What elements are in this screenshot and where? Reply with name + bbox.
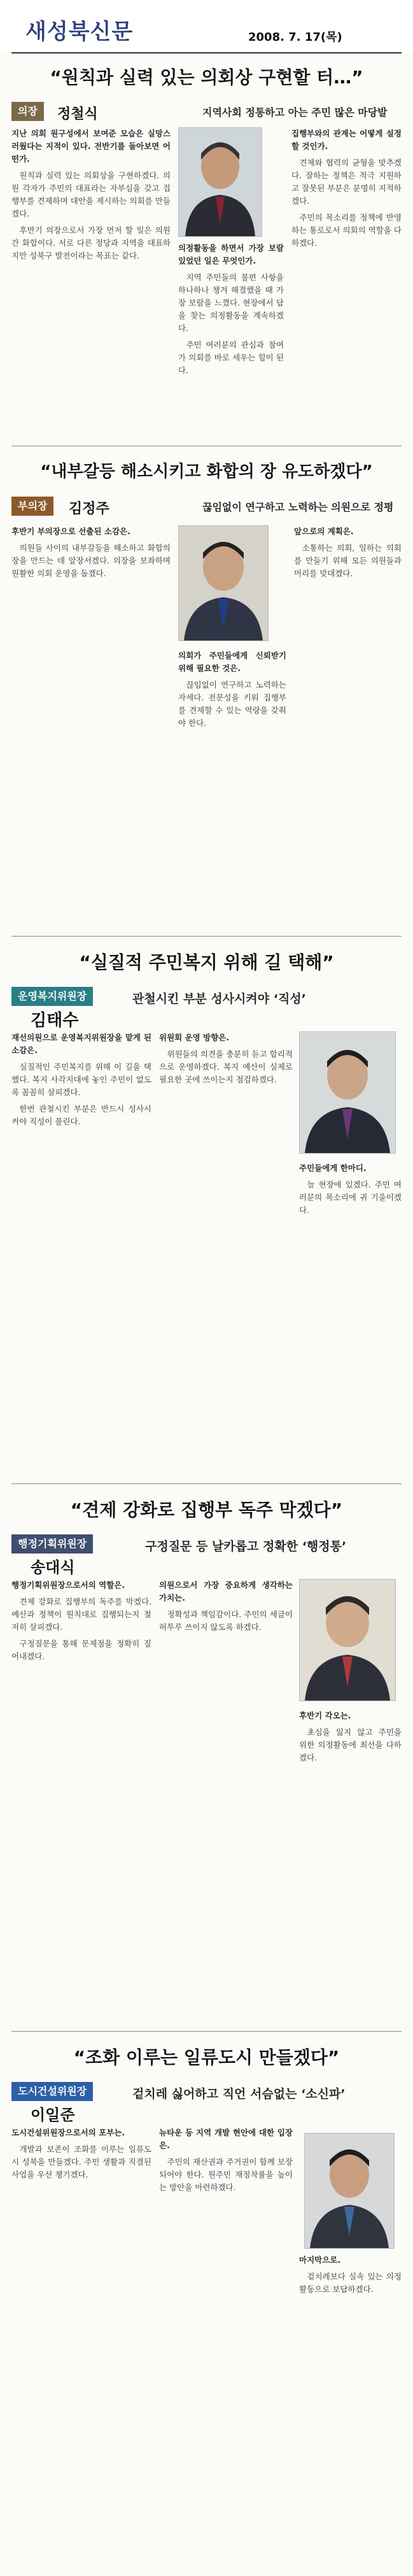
person-name: 김태수	[31, 1011, 79, 1030]
article-welfare-committee	[0, 949, 413, 1477]
paragraph: 끊임없이 연구하고 노력하는 자세다. 전문성을 키워 집행부를 견제할 수 있는 역량을 갖춰야 한다.	[178, 680, 286, 728]
paragraph: 후반기 의장으로서 가장 먼저 할 일은 의원간 화합이다. 서로 다른 정당과 지역을 대표하지만 성북구 발전이라는 목표는 같다.	[11, 225, 171, 260]
column-1	[11, 127, 171, 427]
paragraph: 위원회 운영 방향은.	[159, 1033, 230, 1042]
paragraph: 지역 주민들의 불편 사항을 하나하나 챙겨 해결했을 때 가장 보람을 느꼈다. 현장에서 답을 찾는 의정활동을 계속하겠다.	[178, 272, 284, 333]
article-subhead	[11, 2082, 402, 2124]
column-1	[11, 525, 171, 920]
paragraph: 위원들의 의견을 충분히 듣고 합리적으로 운영하겠다. 복지 예산이 실제로 필요한 곳에 쓰이는지 점검하겠다.	[159, 1049, 293, 1084]
column-3	[299, 1162, 402, 1471]
article-chairman	[0, 64, 413, 439]
column-3	[299, 2254, 402, 2566]
article-subtitle: 지역사회 정통하고 아는 주민 많은 마당발	[202, 106, 388, 118]
paragraph: 구정질문을 통해 문제점을 정확히 짚어내겠다.	[11, 1639, 151, 1661]
article-urban-committee	[0, 2044, 413, 2572]
person-name: 정철식	[57, 106, 98, 122]
article-subtitle: 관철시킨 부분 성사시켜야 ‘직성’	[132, 992, 306, 1006]
paragraph: 후반기 각오는.	[299, 1711, 351, 1720]
column-3	[294, 525, 402, 920]
role-badge: 행정기획위원장	[11, 1534, 93, 1553]
section-divider	[11, 936, 402, 937]
column-2	[159, 1031, 293, 1471]
role-badge: 의장	[11, 102, 44, 121]
column-2	[178, 242, 284, 427]
paragraph: 의원들 사이의 내부갈등을 해소하고 화합의 장을 만드는 데 앞장서겠다. 의장을 보좌하며 원활한 의회 운영을 돕겠다.	[11, 543, 171, 578]
article-admin-committee	[0, 1496, 413, 2025]
paragraph: 도시건설위원장으로서의 포부는.	[11, 2128, 125, 2137]
article-vice-chairman	[0, 458, 413, 930]
paragraph: 의원으로서 가장 중요하게 생각하는 가치는.	[159, 1580, 293, 1603]
section-divider	[11, 2031, 402, 2032]
paragraph: 한번 관철시킨 부분은 반드시 성사시켜야 직성이 풀린다.	[11, 1104, 151, 1126]
masthead-rule	[11, 52, 402, 53]
paragraph: 의정활동을 하면서 가장 보람 있었던 일은 무엇인가.	[178, 243, 284, 265]
paragraph: 원칙과 실력 있는 의회상을 구현하겠다. 의원 각자가 주민의 대표라는 자부심을 갖고 집행부를 견제하며 대안을 제시하는 의회를 만들겠다.	[11, 171, 171, 218]
article-headline: “내부갈등 해소시키고 화합의 장 유도하겠다”	[40, 462, 373, 481]
role-badge: 부의장	[11, 497, 53, 516]
role-badge: 도시건설위원장	[11, 2082, 93, 2101]
column-2	[159, 1579, 293, 2018]
column-1	[11, 2127, 151, 2566]
article-subtitle: 겉치레 싫어하고 직언 서슴없는 ‘소신파’	[132, 2087, 346, 2101]
person-name: 김정주	[69, 501, 109, 517]
paper-name: 새성북신문	[25, 19, 134, 45]
column-1	[11, 1579, 151, 2018]
article-body	[11, 2127, 402, 2566]
article-subhead	[11, 102, 402, 124]
paragraph: 겉치레보다 실속 있는 의정활동으로 보답하겠다.	[299, 2272, 402, 2294]
masthead	[0, 0, 413, 51]
column-1	[11, 1031, 151, 1471]
paragraph: 마지막으로.	[299, 2255, 341, 2265]
paper-date: 2008. 7. 17(목)	[248, 31, 342, 44]
paragraph: 의회가 주민들에게 신뢰받기 위해 필요한 것은.	[178, 651, 286, 673]
paragraph: 집행부와의 관계는 어떻게 설정할 것인가.	[291, 129, 402, 151]
article-body	[11, 1031, 402, 1471]
paragraph: 지난 의회 원구성에서 보여준 모습은 실망스러웠다는 지적이 있다. 전반기를 돌아보면 어떤가.	[11, 129, 171, 164]
article-headline: “견제 강화로 집행부 독주 막겠다”	[70, 1499, 343, 1520]
paragraph: 정확성과 책임감이다. 주민의 세금이 허투루 쓰이지 않도록 하겠다.	[159, 1610, 293, 1632]
paragraph: 주민의 재산권과 주거권이 함께 보장되어야 한다. 원주민 재정착률을 높이는 방안을 마련하겠다.	[159, 2157, 293, 2192]
paragraph: 실질적인 주민복지를 위해 이 길을 택했다. 복지 사각지대에 놓인 주민이 없도록 꼼꼼히 살피겠다.	[11, 1062, 151, 1097]
paragraph: 견제와 협력의 균형을 맞추겠다. 잘하는 정책은 적극 지원하고 잘못된 부분은 분명히 지적하겠다.	[291, 158, 402, 206]
paragraph: 초심을 잃지 않고 주민을 위한 의정활동에 최선을 다하겠다.	[299, 1727, 402, 1762]
paragraph: 행정기획위원장으로서의 역할은.	[11, 1580, 125, 1590]
article-headline: “조화 이루는 일류도시 만들겠다”	[73, 2047, 340, 2068]
article-subhead	[11, 1534, 402, 1576]
article-headline: “실질적 주민복지 위해 길 택해”	[79, 952, 334, 973]
paragraph: 뉴타운 등 지역 개발 현안에 대한 입장은.	[159, 2128, 293, 2150]
column-2	[178, 649, 286, 920]
article-subhead	[11, 987, 402, 1030]
paragraph: 재선의원으로 운영복지위원장을 맡게 된 소감은.	[11, 1033, 151, 1055]
article-subtitle: 구정질문 등 날카롭고 정확한 ‘행정통’	[145, 1539, 347, 1553]
person-name: 송대식	[31, 1559, 75, 1576]
paragraph: 개발과 보존이 조화를 이루는 일류도시 성북을 만들겠다. 주민 생활과 직결된 사업을 우선 챙기겠다.	[11, 2144, 151, 2179]
paragraph: 소통하는 의회, 일하는 의회를 만들기 위해 모든 의원들과 머리를 맞대겠다.	[294, 543, 402, 578]
paragraph: 후반기 부의장으로 선출된 소감은.	[11, 527, 130, 536]
article-body	[11, 127, 402, 427]
article-body	[11, 525, 402, 920]
article-body	[11, 1579, 402, 2018]
paragraph: 주민 여러분의 관심과 참여가 의회를 바로 세우는 힘이 된다.	[178, 340, 284, 375]
article-headline: “원칙과 실력 있는 의회상 구현할 터…”	[50, 67, 363, 88]
column-3	[299, 1709, 402, 2018]
article-subhead	[11, 497, 402, 518]
paragraph: 견제 강화로 집행부의 독주를 막겠다. 예산과 정책이 원칙대로 집행되는지 철저히 살피겠다.	[11, 1597, 151, 1632]
column-3	[291, 127, 402, 427]
paragraph: 늘 현장에 있겠다. 주민 여러분의 목소리에 귀 기울이겠다.	[299, 1180, 402, 1215]
person-name: 이일준	[31, 2106, 75, 2124]
article-subtitle: 끊임없이 연구하고 노력하는 의원으로 정평	[202, 501, 394, 513]
paragraph: 주민들에게 한마디.	[299, 1163, 367, 1173]
section-divider	[11, 1483, 402, 1484]
role-badge: 운영복지위원장	[11, 987, 93, 1006]
paragraph: 앞으로의 계획은.	[294, 527, 354, 536]
column-2	[159, 2127, 293, 2566]
paragraph: 주민의 목소리를 정책에 반영하는 통로로서 의회의 역할을 다하겠다.	[291, 213, 402, 248]
